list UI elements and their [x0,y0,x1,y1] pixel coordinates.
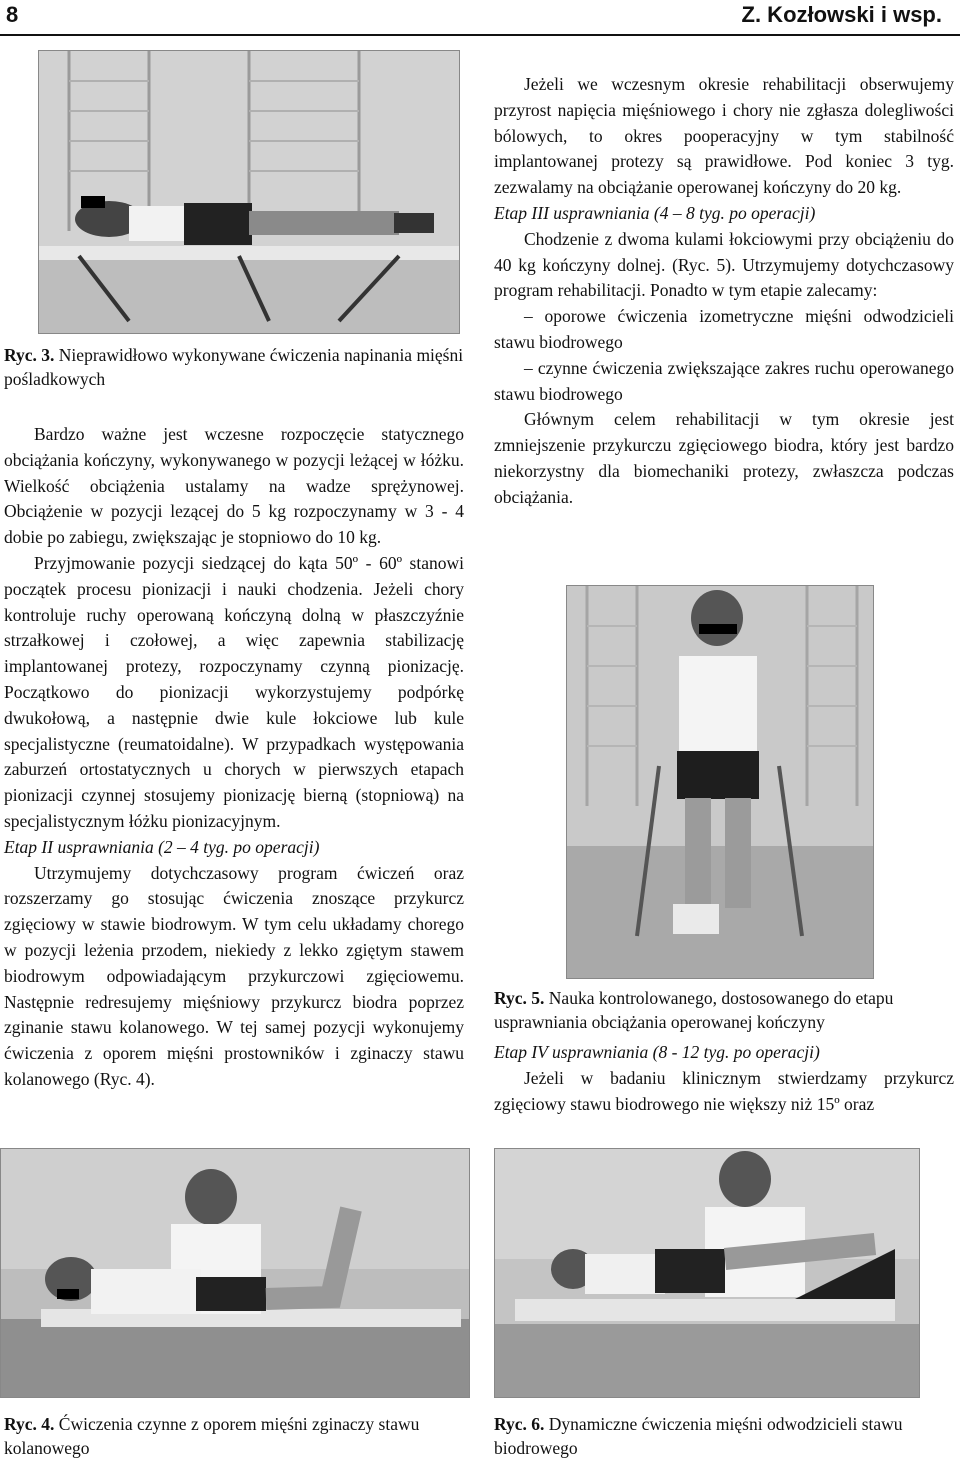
page-number: 8 [6,2,19,27]
figure-4-photo [0,1148,470,1398]
figure-5-caption-text: Nauka kontrolowanego, dostosowanego do etapu usprawniania obciążania operowanej kończyny [494,988,894,1032]
section-heading-etap-4: Etap IV usprawniania (8 - 12 tyg. po operacji) [494,1042,820,1062]
figure-5-photo [566,585,874,979]
figure-6-caption [494,1412,954,1460]
figure-4-caption [4,1412,464,1460]
list-item-2: – czynne ćwiczenia zwiększające zakres ruchu operowanego stawu biodrowego [494,357,954,404]
page-header [0,0,960,40]
list-item-1: – oporowe ćwiczenia izometryczne mięśni odwodzicieli stawu biodrowego [494,306,954,352]
figure-3-caption-text: Nieprawidłowo wykonywane ćwiczenia napinania mięśni pośladkowych [4,345,464,389]
right-column-text-bottom [494,1040,954,1117]
header-rule [0,34,960,36]
figure-3-label: Ryc. 3. [4,345,55,365]
left-column-text [4,422,464,1093]
running-head: Z. Kozłowski i wsp. [741,2,942,27]
left-paragraph-1: Bardzo ważne jest wczesne rozpoczęcie statycznego obciążania kończyny, wykonywanego w pozycji leżącej w łóżku. Wielkość obciążenia ustalamy na wadze sprężynowej. Obciążenie w pozycji lezącej do 5 kg rozpoczynamy w 3 - 4 dobie po zabiegu, zwiększając je stopniowo do 10 kg. [4,424,464,548]
right-column-text-top [494,72,954,511]
section-heading-etap-3: Etap III usprawniania (4 – 8 tyg. po operacji) [494,202,816,223]
figure-4-label: Ryc. 4. [4,1414,55,1434]
figure-6-photo [494,1148,920,1398]
right-paragraph-3: Głównym celem rehabilitacji w tym okresie jest zmniejszenie przykurczu zgięciowego biodra, który jest bardzo niekorzystny dla biomechaniki protezy, zwłaszcza podczas obciążania. [494,409,954,507]
right-paragraph-4: Jeżeli w badaniu klinicznym stwierdzamy przykurcz zgięciowy stawu biodrowego nie większy niż 15º oraz [494,1067,954,1114]
figure-5-caption [494,986,954,1034]
right-paragraph-1: Jeżeli we wczesnym okresie rehabilitacji obserwujemy przyrost napięcia mięśniowego i chory nie zgłasza dolegliwości bólowych, to okres pooperacyjny w tym stabilność implantowanej protezy są prawidłowe. Pod koniec 3 tyg. zezwalamy na obciążanie operowanej kończyny do 20 kg. [494,74,954,198]
section-heading-etap-2: Etap II usprawniania (2 – 4 tyg. po operacji) [4,836,320,857]
figure-3-caption [4,343,464,391]
left-paragraph-2: Przyjmowanie pozycji siedzącej do kąta 50º - 60º stanowi początek procesu pionizacji i nauki chodzenia. Jeżeli chory kontroluje ruchy operowaną kończyną dolną w płaszczyźnie strzałkowej i czołowej, a więc zapewnia stabilizację implantowanej protezy, rozpoczynamy czynną pionizację. Początkowo do pionizacji wykorzystujemy podpórkę dwukołową, a następnie dwie kule łokciowe lub kule specjalistyczne (reumatoidalne). W przypadkach występowania zaburzeń ortostatycznych u chorych w pierwszych etapach pionizacji czynnej stosujemy pionizację bierną (stopniową) na specjalistycznym łóżku pionizacyjnym. [4,552,464,831]
figure-6-caption-text: Dynamiczne ćwiczenia mięśni odwodzicieli stawu biodrowego [494,1414,903,1458]
left-paragraph-3: Utrzymujemy dotychczasowy program ćwiczeń oraz rozszerzamy go stosując ćwiczenia znoszące przykurcz zgięciowy w stawie biodrowym. W tym celu układamy chorego w pozycji leżenia przodem, niekiedy z lekko zgiętym stawem biodrowym odpowiadającym przykurczowi zgięciowemu. Następnie redresujemy mięśniowy przykurcz biodra poprzez zginanie stawu kolanowego. W tej samej pozycji wykonujemy ćwiczenia z oporem mięśni prostowników i zginaczy stawu kolanowego (Ryc. 4). [4,862,464,1089]
figure-6-label: Ryc. 6. [494,1414,545,1434]
right-paragraph-2: Chodzenie z dwoma kulami łokciowymi przy obciążeniu do 40 kg kończyny dolnej. (Ryc. 5). Utrzymujemy dotychczasowy program rehabilitacji. Ponadto w tym etapie zalecamy: [494,228,954,301]
figure-4-caption-text: Ćwiczenia czynne z oporem mięśni zginaczy stawu kolanowego [4,1414,420,1458]
figure-3-photo [38,50,460,334]
figure-5-label: Ryc. 5. [494,988,545,1008]
